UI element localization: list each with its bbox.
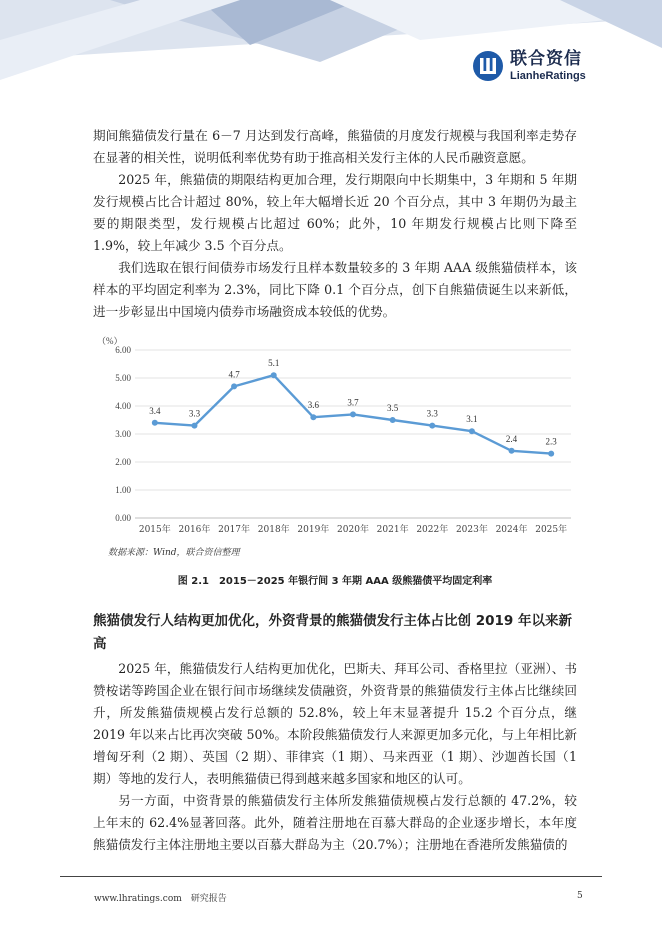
data-point [310,414,316,420]
data-label: 3.4 [149,405,161,416]
figure-caption: 图 2.1 2015－2025 年银行间 3 年期 AAA 级熊猫债平均固定利率 [177,576,493,587]
paragraph-3: 我们选取在银行间债券市场发行且样本数量较多的 3 年期 AAA 级熊猫债样本，该样本的平均固定利率为 2.3%，同比下降 0.1 个百分点，创下自熊猫债诞生以来新低，进一步彰显出中国境内债券市场融资成本较低的优势。 [93,260,577,319]
x-tick-label: 2024年 [495,525,528,535]
data-point [152,420,158,426]
chart-points [152,372,554,456]
y-tick-label: 4.00 [115,401,131,411]
rate-line-chart [93,333,577,543]
paragraph-5: 另一方面，中资背景的熊猫债发行主体所发熊猫债规模占发行总额的 47.2%，较上年末的 62.4%显著回落。此外，随着注册地在百慕大群岛的企业逐步增长，本年度熊猫债发行主体注册地主要以百慕大群岛为主（20.7%）；注册地在香港所发熊猫债的 [93,793,577,852]
data-point [191,423,197,429]
y-tick-label: 0.00 [115,513,131,523]
x-tick-label: 2023年 [455,525,488,535]
data-label: 2.4 [505,433,518,444]
paragraph-1: 期间熊猫债发行量在 6－7 月达到发行高峰，熊猫债的月度发行规模与我国利率走势存在显著的相关性，说明低利率优势有助于推高相关发行主体的人民币融资意愿。 [93,128,577,165]
x-tick-label: 2021年 [376,525,409,535]
x-tick-label: 2025年 [535,525,568,535]
x-axis-ticks [139,523,567,535]
y-tick-label: 3.00 [115,429,131,439]
page-number: 5 [577,891,583,901]
y-axis-ticks [115,345,131,523]
data-point [271,372,277,378]
data-point [548,451,554,457]
x-tick-label: 2022年 [416,525,449,535]
data-label: 5.1 [268,358,280,369]
data-point [429,423,435,429]
logo-name-en: LianheRatings [510,69,586,82]
section-title: 熊猫债发行人结构更加优化，外资背景的熊猫债发行主体占比创 2019 年以来新高 [93,613,572,652]
x-tick-label: 2017年 [218,525,251,535]
x-tick-label: 2019年 [297,525,330,535]
footer-site: www.lhratings.com 研究报告 [94,894,227,904]
logo [472,50,586,82]
y-axis-unit: （%） [97,336,123,346]
data-label: 3.6 [307,400,319,411]
data-label: 2.3 [545,436,557,447]
data-label: 3.3 [188,408,201,419]
data-label: 3.7 [347,397,359,408]
data-label: 3.3 [426,408,438,419]
x-tick-label: 2015年 [138,525,171,535]
lianhe-logo-icon [472,50,504,82]
data-point [231,383,237,389]
data-point [469,428,475,434]
paragraph-4: 2025 年，熊猫债发行人结构更加优化，巴斯夫、拜耳公司、香格里拉（亚洲）、书赞桉诺等跨国企业在银行间市场继续发债融资，外资背景的熊猫债发行主体占比继续回升，所发熊猫债规模占发行总额的 52.8%，较上年末显著提升 15.2 个百分点，继 2019 年以来占比再次突破 50%。本阶段熊猫债发行人来源更加多元化，与上年相比新增匈牙利（2 期）、英国（2 期）、菲律宾（1 期）、马来西亚（1 期）、沙迦酋长国（1 期）等地的发行人，表明熊猫债已得到越来越多国家和地区的认可。 [93,661,577,786]
data-label: 3.5 [387,403,399,413]
data-label: 4.7 [228,369,240,380]
data-point [509,448,515,454]
data-point [390,417,396,423]
y-tick-label: 6.00 [115,345,131,355]
x-tick-label: 2016年 [178,525,211,535]
chart-data-labels [149,358,557,446]
y-tick-label: 1.00 [115,485,131,495]
data-point [350,411,356,417]
data-label: 3.1 [466,414,478,425]
paragraph-2: 2025 年，熊猫债的期限结构更加合理，发行期限向中长期集中，3 年期和 5 年期发行规模占比合计超过 80%，较上年大幅增长近 20 个百分点，其中 3 年期仍为最主要的期限类型，发行规模占比超过 60%；此外，10 年期发行规模占比则下降至 1.9%，较上年减少 3.5 个百分点。 [93,172,577,253]
source-note: 数据来源：Wind，联合资信整理 [108,548,240,558]
footer-rule [60,876,602,877]
x-tick-label: 2020年 [337,525,369,535]
y-tick-label: 2.00 [115,457,131,467]
y-tick-label: 5.00 [115,373,131,383]
x-tick-label: 2018年 [257,525,290,535]
logo-name-cn: 联合资信 [510,48,582,69]
